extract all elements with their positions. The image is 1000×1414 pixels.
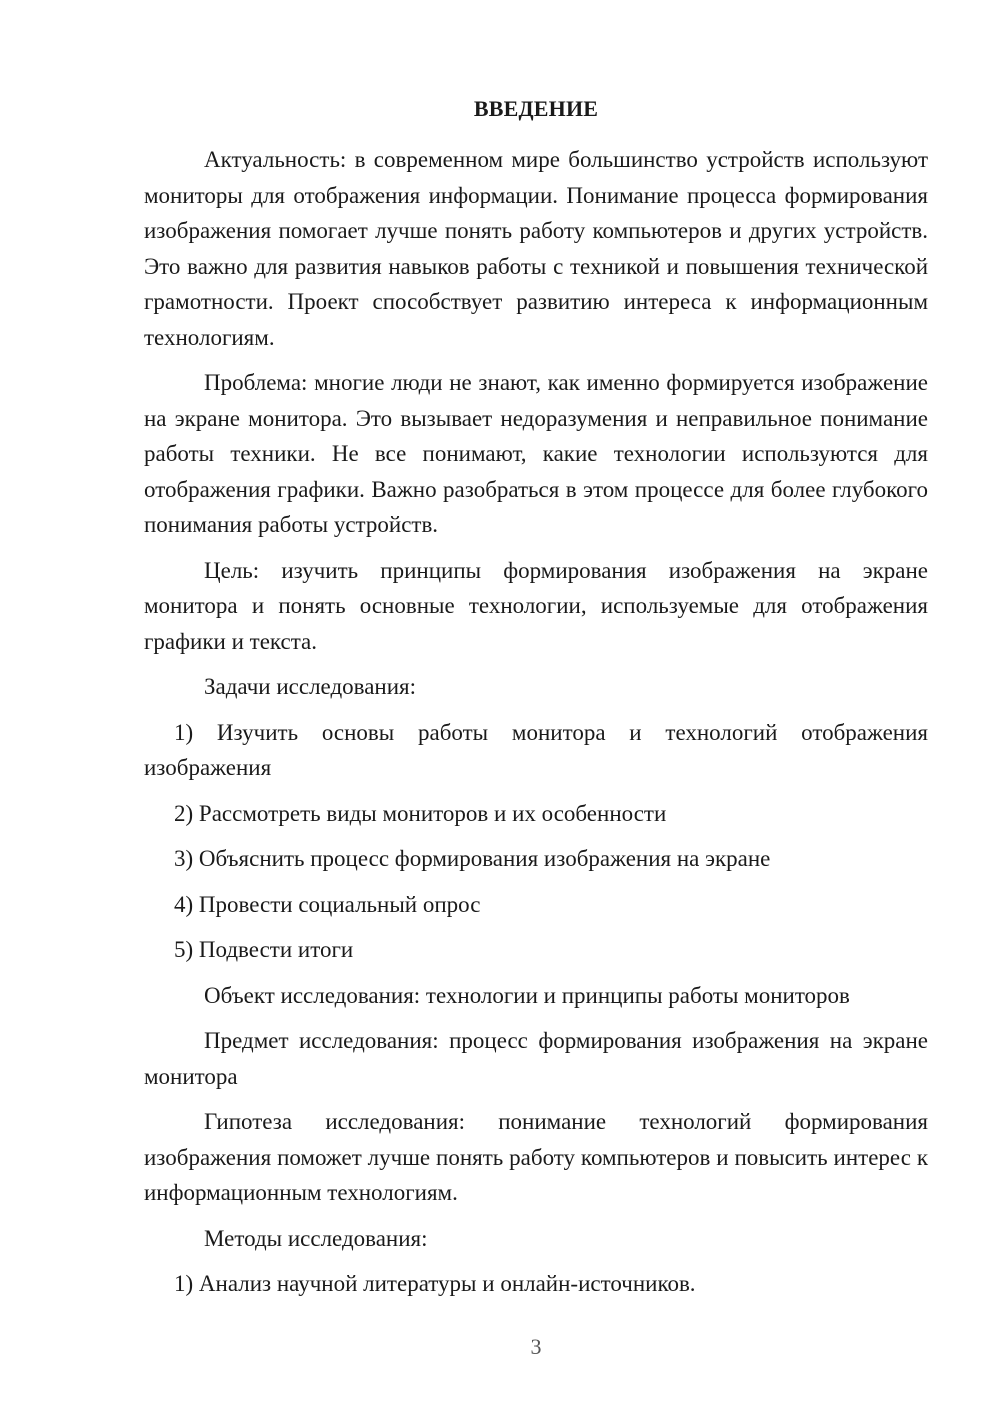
- task-item: 3) Объяснить процесс формирования изображения на экране: [174, 846, 771, 871]
- task-item: 1) Изучить основы работы монитора и технологий отображения изображения: [144, 719, 928, 780]
- page-number: 3: [530, 1334, 542, 1359]
- relevance-paragraph: Актуальность: в современном мире большинство устройств используют мониторы для отображения информации. Понимание процесса формирования изображения помогает лучше понять работу компьютеров и других устройств. Это важно для развития навыков работы с техникой и повышения технической грамотности. Проект способствует развитию интереса к информационным технологиям.: [144, 147, 928, 350]
- section-heading: ВВЕДЕНИЕ: [473, 96, 599, 121]
- task-item: 2) Рассмотреть виды мониторов и их особенности: [174, 800, 667, 826]
- methods-title: Методы исследования:: [204, 1225, 428, 1251]
- object-paragraph: Объект исследования: технологии и принципы работы мониторов: [204, 982, 850, 1008]
- task-item: 5) Подвести итоги: [174, 937, 354, 962]
- subject-paragraph: Предмет исследования: процесс формирования изображения на экране монитора: [144, 1028, 928, 1089]
- document-body: [144, 142, 928, 1312]
- problem-paragraph: Проблема: многие люди не знают, как именно формируется изображение на экране монитора. Это вызывает недоразумения и неправильное понимание работы техники. Не все понимают, какие технологии используются для отображения графики. Важно разобраться в этом процессе для более глубокого понимания работы устройств.: [144, 370, 928, 537]
- method-item: 1) Анализ научной литературы и онлайн-источников.: [174, 1271, 696, 1296]
- goal-paragraph: Цель: изучить принципы формирования изображения на экране монитора и понять основные технологии, используемые для отображения графики и текста.: [144, 557, 928, 654]
- task-item: 4) Провести социальный опрос: [174, 891, 481, 917]
- tasks-title: Задачи исследования:: [204, 674, 417, 699]
- hypothesis-paragraph: Гипотеза исследования: понимание технологий формирования изображения поможет лучше понять работу компьютеров и повысить интерес к информационным технологиям.: [144, 1109, 928, 1205]
